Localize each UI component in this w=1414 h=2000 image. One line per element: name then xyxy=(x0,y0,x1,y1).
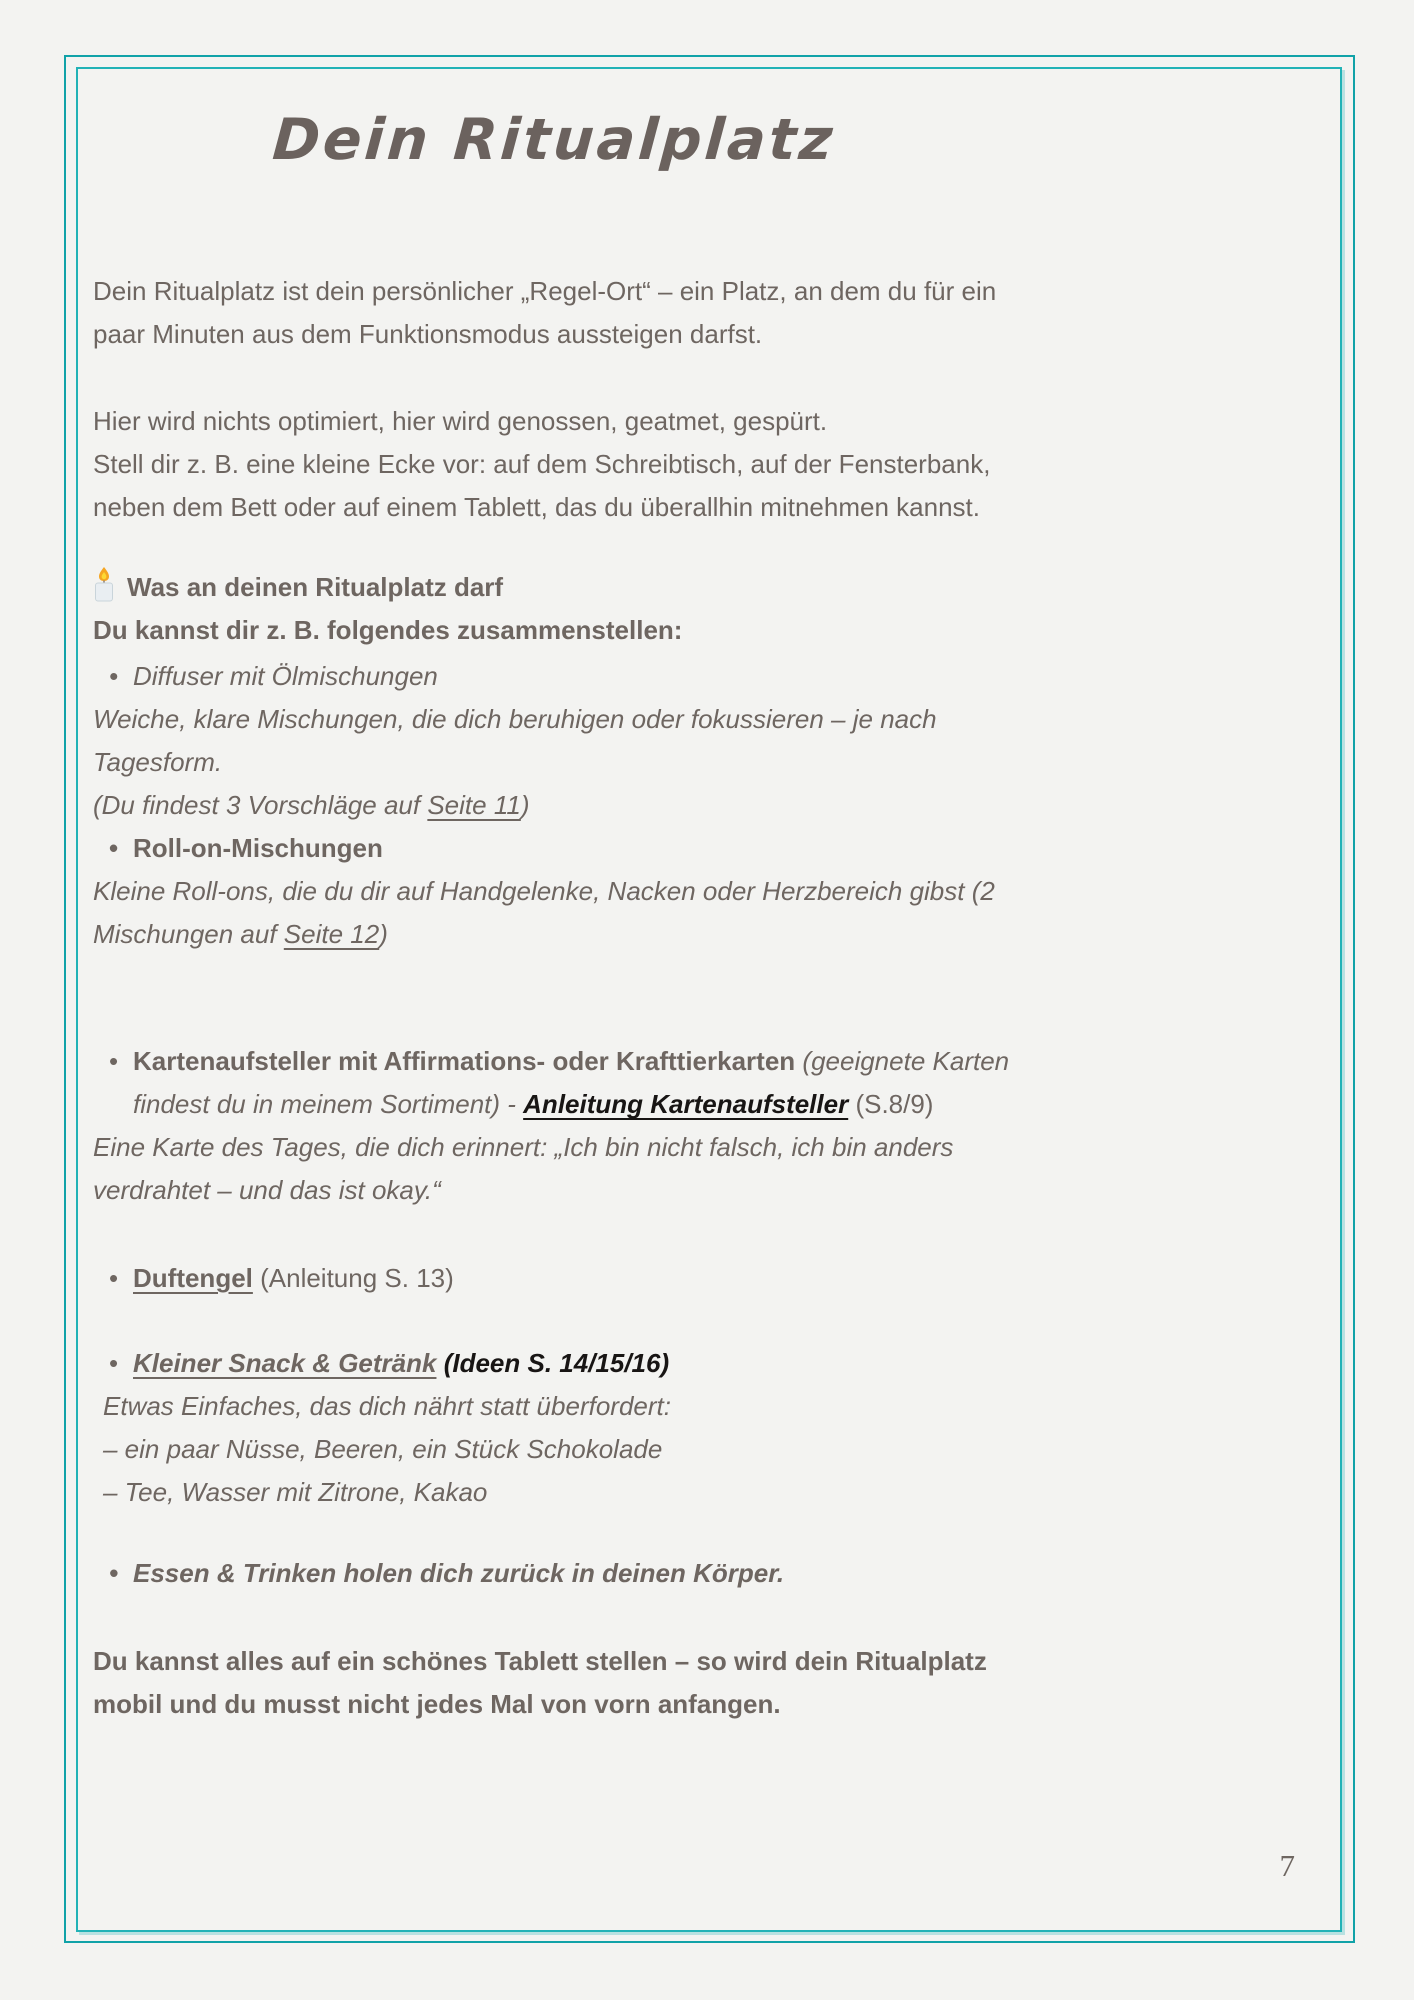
bullet-diffuser-note xyxy=(93,784,1015,827)
bullet-rollon xyxy=(93,827,1015,870)
bullet-karten-note: (geeignete Karten findest du in meinem Sortiment) - xyxy=(133,1046,1010,1119)
bullet-essen-label: Essen & Trinken holen dich zurück in deinen Körper. xyxy=(133,1558,785,1588)
bullet-duftengel-block xyxy=(93,1257,1015,1300)
bullet-diffuser xyxy=(93,655,1015,698)
intro-paragraph-2-rest: Stell dir z. B. eine kleine Ecke vor: auf dem Schreibtisch, auf der Fensterbank, neben dem Bett oder auf einem Tablett, das du überallhin mitnehmen kannst. xyxy=(93,449,991,522)
bullet-snack-pages: (Ideen S. 14/15/16) xyxy=(436,1348,670,1378)
link-seite-12[interactable]: Seite 12 xyxy=(283,919,380,949)
intro-paragraph-1: Dein Ritualplatz ist dein persönlicher „Regel-Ort“ – ein Platz, an dem du für ein paar Minuten aus dem Funktionsmodus aussteigen darfst. xyxy=(93,276,997,349)
bullet-karten-block xyxy=(93,1040,1015,1212)
page-number: 7 xyxy=(1279,1848,1295,1883)
bullet-snack xyxy=(93,1342,1015,1385)
section-subheading: Du kannst dir z. B. folgendes zusammenstellen: xyxy=(93,615,683,645)
page-title: Dein Ritualplatz xyxy=(270,107,838,173)
intro-paragraph-2 xyxy=(93,400,1015,529)
intro-paragraph-2-line1: Hier wird nichts optimiert, hier wird genossen, geatmet, gespürt. xyxy=(93,406,828,436)
candle-icon xyxy=(93,566,115,602)
link-duftengel[interactable]: Duftengel xyxy=(133,1263,253,1293)
bullet-duftengel xyxy=(93,1257,1015,1300)
bullet-essen-block xyxy=(93,1552,1015,1595)
desc-suffix: ) xyxy=(379,919,388,949)
section-heading-line xyxy=(93,566,1015,609)
link-seite-11[interactable]: Seite 11 xyxy=(427,790,521,820)
bullet-karten-label: Kartenaufsteller mit Affirmations- oder Krafttierkarten xyxy=(133,1046,796,1076)
bullet-snack-desc-line: Etwas Einfaches, das dich nährt statt überfordert: xyxy=(103,1391,671,1421)
bullet-rollon-label: Roll-on-Mischungen xyxy=(133,833,383,863)
bullet-rollon-block xyxy=(93,827,1015,956)
bullet-snack-desc-line: – Tee, Wasser mit Zitrone, Kakao xyxy=(103,1477,488,1507)
bullet-karten-desc: Eine Karte des Tages, die dich erinnert: „Ich bin nicht falsch, ich bin anders verdrahtet – und das ist okay.“ xyxy=(93,1132,954,1205)
note-prefix: (Du findest 3 Vorschläge auf xyxy=(93,790,428,820)
bullet-karten-pages: (S.8/9) xyxy=(848,1089,934,1119)
note-suffix: ) xyxy=(520,790,530,820)
bullet-diffuser-block xyxy=(93,655,1015,827)
bullet-rollon-desc xyxy=(93,870,1015,956)
bullet-essen xyxy=(93,1552,1015,1595)
desc-prefix: Kleine Roll-ons, die du dir auf Handgelenke, Nacken oder Herzbereich gibst (2 Mischungen auf xyxy=(93,876,995,949)
section-heading: Was an deinen Ritualplatz darf xyxy=(127,572,504,602)
bullet-diffuser-desc: Weiche, klare Mischungen, die dich beruhigen oder fokussieren – je nach Tagesform. xyxy=(93,704,937,777)
link-kleiner-snack[interactable]: Kleiner Snack & Getränk xyxy=(133,1348,437,1378)
bullet-karten xyxy=(93,1040,1015,1126)
closing-paragraph: Du kannst alles auf ein schönes Tablett stellen – so wird dein Ritualplatz mobil und du musst nicht jedes Mal von vorn anfangen. xyxy=(93,1646,987,1719)
bullet-duftengel-rest: (Anleitung S. 13) xyxy=(252,1263,454,1293)
section-heading-block xyxy=(93,566,1015,652)
bullet-snack-desc-line: – ein paar Nüsse, Beeren, ein Stück Schokolade xyxy=(103,1434,663,1464)
bullet-snack-block xyxy=(93,1342,1015,1514)
link-anleitung-kartenaufsteller[interactable]: Anleitung Kartenaufsteller xyxy=(523,1089,849,1119)
bullet-diffuser-label: Diffuser mit Ölmischungen xyxy=(133,661,438,691)
